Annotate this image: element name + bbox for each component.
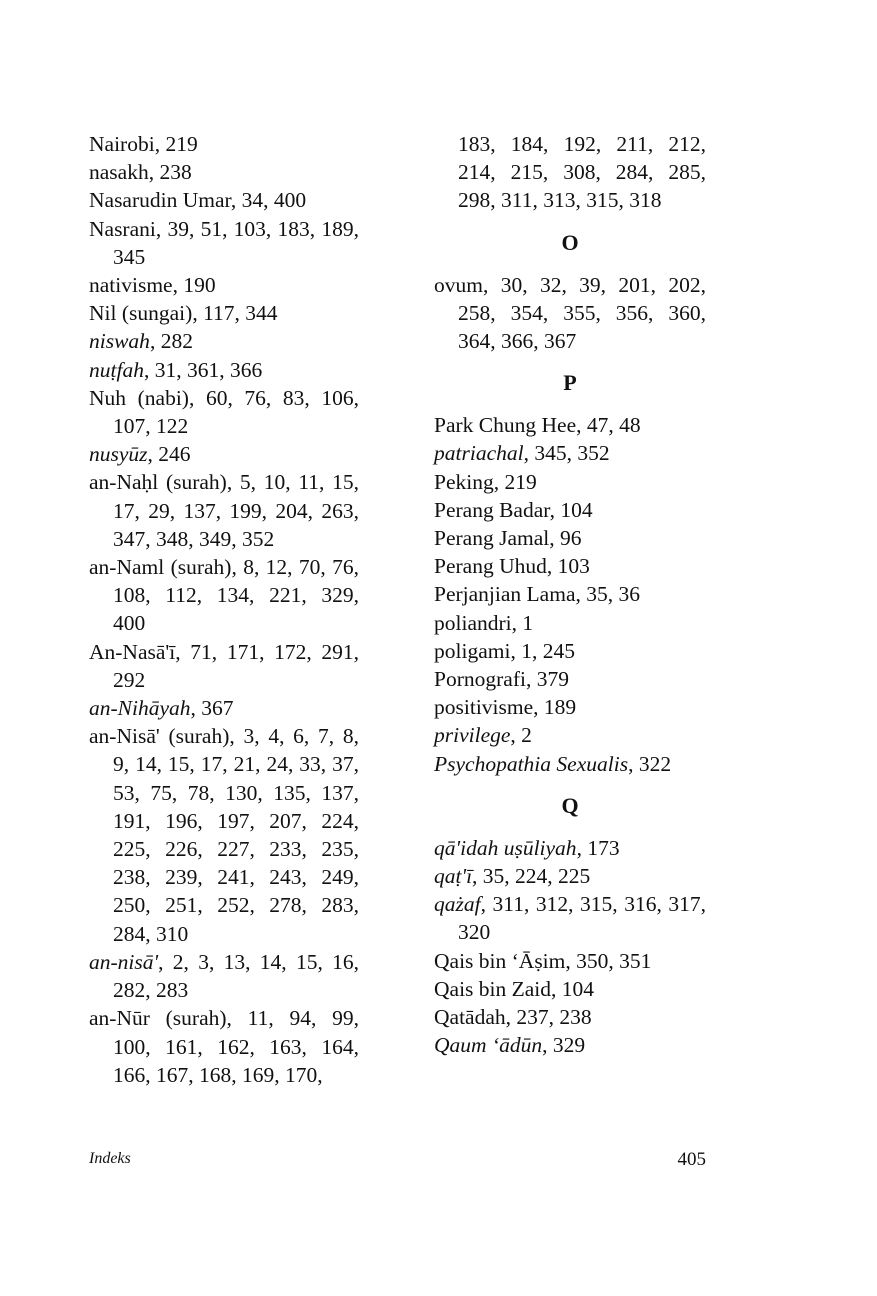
index-entry: [89, 186, 359, 214]
page-references: , 31, 361, 366: [143, 357, 263, 382]
index-term: Qais bin ‘Āṣim: [434, 948, 566, 973]
index-entry: [434, 975, 706, 1003]
page-references: , 39, 51, 103, 183, 189, 345: [113, 216, 359, 269]
page-references: , 35, 224, 225: [472, 864, 591, 889]
index-term: nuṭfah: [89, 357, 144, 382]
page-references: , 117, 344: [192, 301, 278, 326]
index-entry: [89, 948, 359, 1004]
index-entry: [89, 553, 359, 638]
index-term: an-Naḥl (surah): [89, 470, 227, 495]
index-entry: [434, 947, 706, 975]
page-references: , 8, 12, 70, 76, 108, 112, 134, 221, 329, 400: [113, 555, 360, 636]
index-entry: [434, 1003, 706, 1031]
page-references: , 219: [493, 469, 537, 494]
section-letter-heading: Q: [561, 792, 579, 818]
index-entry: [89, 694, 359, 722]
page-number: 405: [677, 1149, 706, 1170]
index-entry: [434, 271, 706, 356]
page-references: , 345, 352: [523, 441, 610, 466]
page-references: , 350, 351: [565, 948, 652, 973]
left-index-column: [89, 130, 359, 1089]
index-entry: [434, 609, 706, 637]
index-entry: [89, 299, 359, 327]
page-references: , 104: [549, 497, 593, 522]
continued-entry: [434, 130, 706, 215]
index-term: Perang Jamal: [434, 526, 550, 551]
index-term: positivisme: [434, 695, 534, 720]
page-references: , 238: [148, 160, 192, 185]
index-entry: [434, 439, 706, 467]
index-entry: [89, 271, 359, 299]
index-entry: [434, 721, 706, 749]
page-references: , 104: [551, 976, 595, 1001]
index-entry: [434, 411, 706, 439]
page-references: , 71, 171, 172, 291, 292: [113, 639, 359, 692]
index-entry: [89, 440, 359, 468]
index-term: Park Chung Hee: [434, 413, 577, 438]
index-term: Perjanjian Lama: [434, 582, 576, 607]
index-term: qażaf: [434, 892, 481, 917]
footer-label: Indeks: [89, 1150, 131, 1167]
index-term: Nil (sungai): [89, 301, 193, 326]
index-entry: [434, 834, 706, 862]
letter-sections: [434, 229, 706, 1060]
page-references: , 1: [511, 610, 534, 635]
page-references: , 1, 245: [510, 638, 575, 663]
index-term: Pornografi: [434, 667, 526, 692]
page-references: , 237, 238: [505, 1005, 592, 1030]
index-term: qaṭ'ī: [434, 864, 473, 889]
page-references: , 96: [549, 526, 582, 551]
index-term: an-Nisā' (surah): [89, 724, 230, 749]
page-references: , 30, 32, 39, 201, 202, 258, 354, 355, 356, 360, 364, 366, 367: [458, 272, 706, 354]
index-entry: [434, 580, 706, 608]
continued-pages: 183, 184, 192, 211, 212, 214, 215, 308, 284, 285, 298, 311, 313, 315, 318: [458, 132, 706, 213]
index-entry: [89, 722, 359, 948]
page-references: , 379: [525, 667, 569, 692]
index-term: ovum: [434, 272, 483, 297]
index-term: Peking: [434, 469, 494, 494]
index-term: Nuh (nabi): [89, 385, 189, 410]
page-references: , 47, 48: [576, 413, 641, 438]
page-references: , 35, 36: [575, 582, 640, 607]
index-term: nasakh: [89, 160, 149, 185]
index-entry: [89, 638, 359, 694]
page-references: , 189: [533, 695, 577, 720]
page-references: , 11, 94, 99, 100, 161, 162, 163, 164, 166, 167, 168, 169, 170,: [113, 1006, 359, 1087]
index-entry: [434, 862, 706, 890]
page-references: , 173: [576, 835, 620, 860]
index-term: Perang Uhud: [434, 554, 547, 579]
index-term: niswah: [89, 329, 150, 354]
index-entry: [89, 384, 359, 440]
index-entry: [89, 327, 359, 355]
index-term: qā'idah uṣūliyah: [434, 835, 577, 860]
index-term: Qatādah: [434, 1005, 506, 1030]
index-entry: [89, 468, 359, 553]
page-references: , 5, 10, 11, 15, 17, 29, 137, 199, 204, 263, 347, 348, 349, 352: [113, 470, 359, 551]
index-entry: [434, 496, 706, 524]
index-entry: [434, 890, 706, 946]
index-entry: [434, 1031, 706, 1059]
index-entry: [89, 1004, 359, 1089]
index-term: Perang Badar: [434, 497, 550, 522]
index-entry: [434, 468, 706, 496]
page-references: , 322: [628, 751, 672, 776]
index-entry: [89, 215, 359, 271]
page-references: , 190: [172, 273, 216, 298]
index-term: nusyūz: [89, 442, 148, 467]
index-entry: [89, 130, 359, 158]
index-entry: [434, 693, 706, 721]
index-term: poliandri: [434, 610, 512, 635]
index-term: Nairobi: [89, 132, 155, 156]
index-entry: [434, 750, 706, 778]
index-term: privilege: [434, 723, 511, 748]
index-term: Qais bin Zaid: [434, 976, 552, 1001]
index-term: Psychopathia Sexualis: [434, 751, 629, 776]
index-term: An-Nasā'ī: [89, 639, 176, 664]
index-term: an-Naml (surah): [89, 555, 232, 580]
page-references: , 2, 3, 13, 14, 15, 16, 282, 283: [113, 949, 359, 1003]
section-letter-heading: O: [561, 229, 579, 255]
index-term: nativisme: [89, 273, 173, 298]
index-entry: [89, 356, 359, 384]
page-references: , 34, 400: [230, 188, 307, 213]
page-references: , 367: [190, 696, 234, 721]
page-references: , 219: [154, 132, 198, 156]
index-entry: [89, 158, 359, 186]
index-term: Nasarudin Umar: [89, 188, 231, 213]
index-term: Qaum ‘ādūn: [434, 1033, 543, 1058]
page-references: , 60, 76, 83, 106, 107, 122: [113, 385, 359, 439]
page-references: , 329: [542, 1033, 586, 1058]
page-references: , 3, 4, 6, 7, 8, 9, 14, 15, 17, 21, 24, 33, 37, 53, 75, 78, 130, 135, 137, 191, 196, 197, 207, 224, 225, 226, 227, 233, 235, 238, 239, 241, 243, 249, 250, 251, 252, 278, 283, 284, 310: [113, 724, 360, 946]
page-references: , 282: [149, 329, 193, 354]
index-term: an-Nūr (surah): [89, 1006, 227, 1031]
index-term: patriachal: [434, 441, 524, 466]
page-references: , 311, 312, 315, 316, 317, 320: [458, 892, 706, 945]
page-references: , 103: [546, 554, 590, 579]
index-term: Nasrani: [89, 216, 156, 241]
index-entry: [434, 524, 706, 552]
section-letter-heading: P: [563, 370, 577, 396]
index-entry: [434, 637, 706, 665]
index-term: an-nisā': [89, 949, 159, 974]
right-index-column: [434, 130, 706, 1059]
index-entry: [434, 665, 706, 693]
index-term: an-Nihāyah: [89, 696, 191, 721]
page-references: , 2: [510, 723, 532, 748]
page-references: , 246: [147, 442, 191, 467]
index-term: poligami: [434, 638, 511, 663]
index-entry: [434, 552, 706, 580]
